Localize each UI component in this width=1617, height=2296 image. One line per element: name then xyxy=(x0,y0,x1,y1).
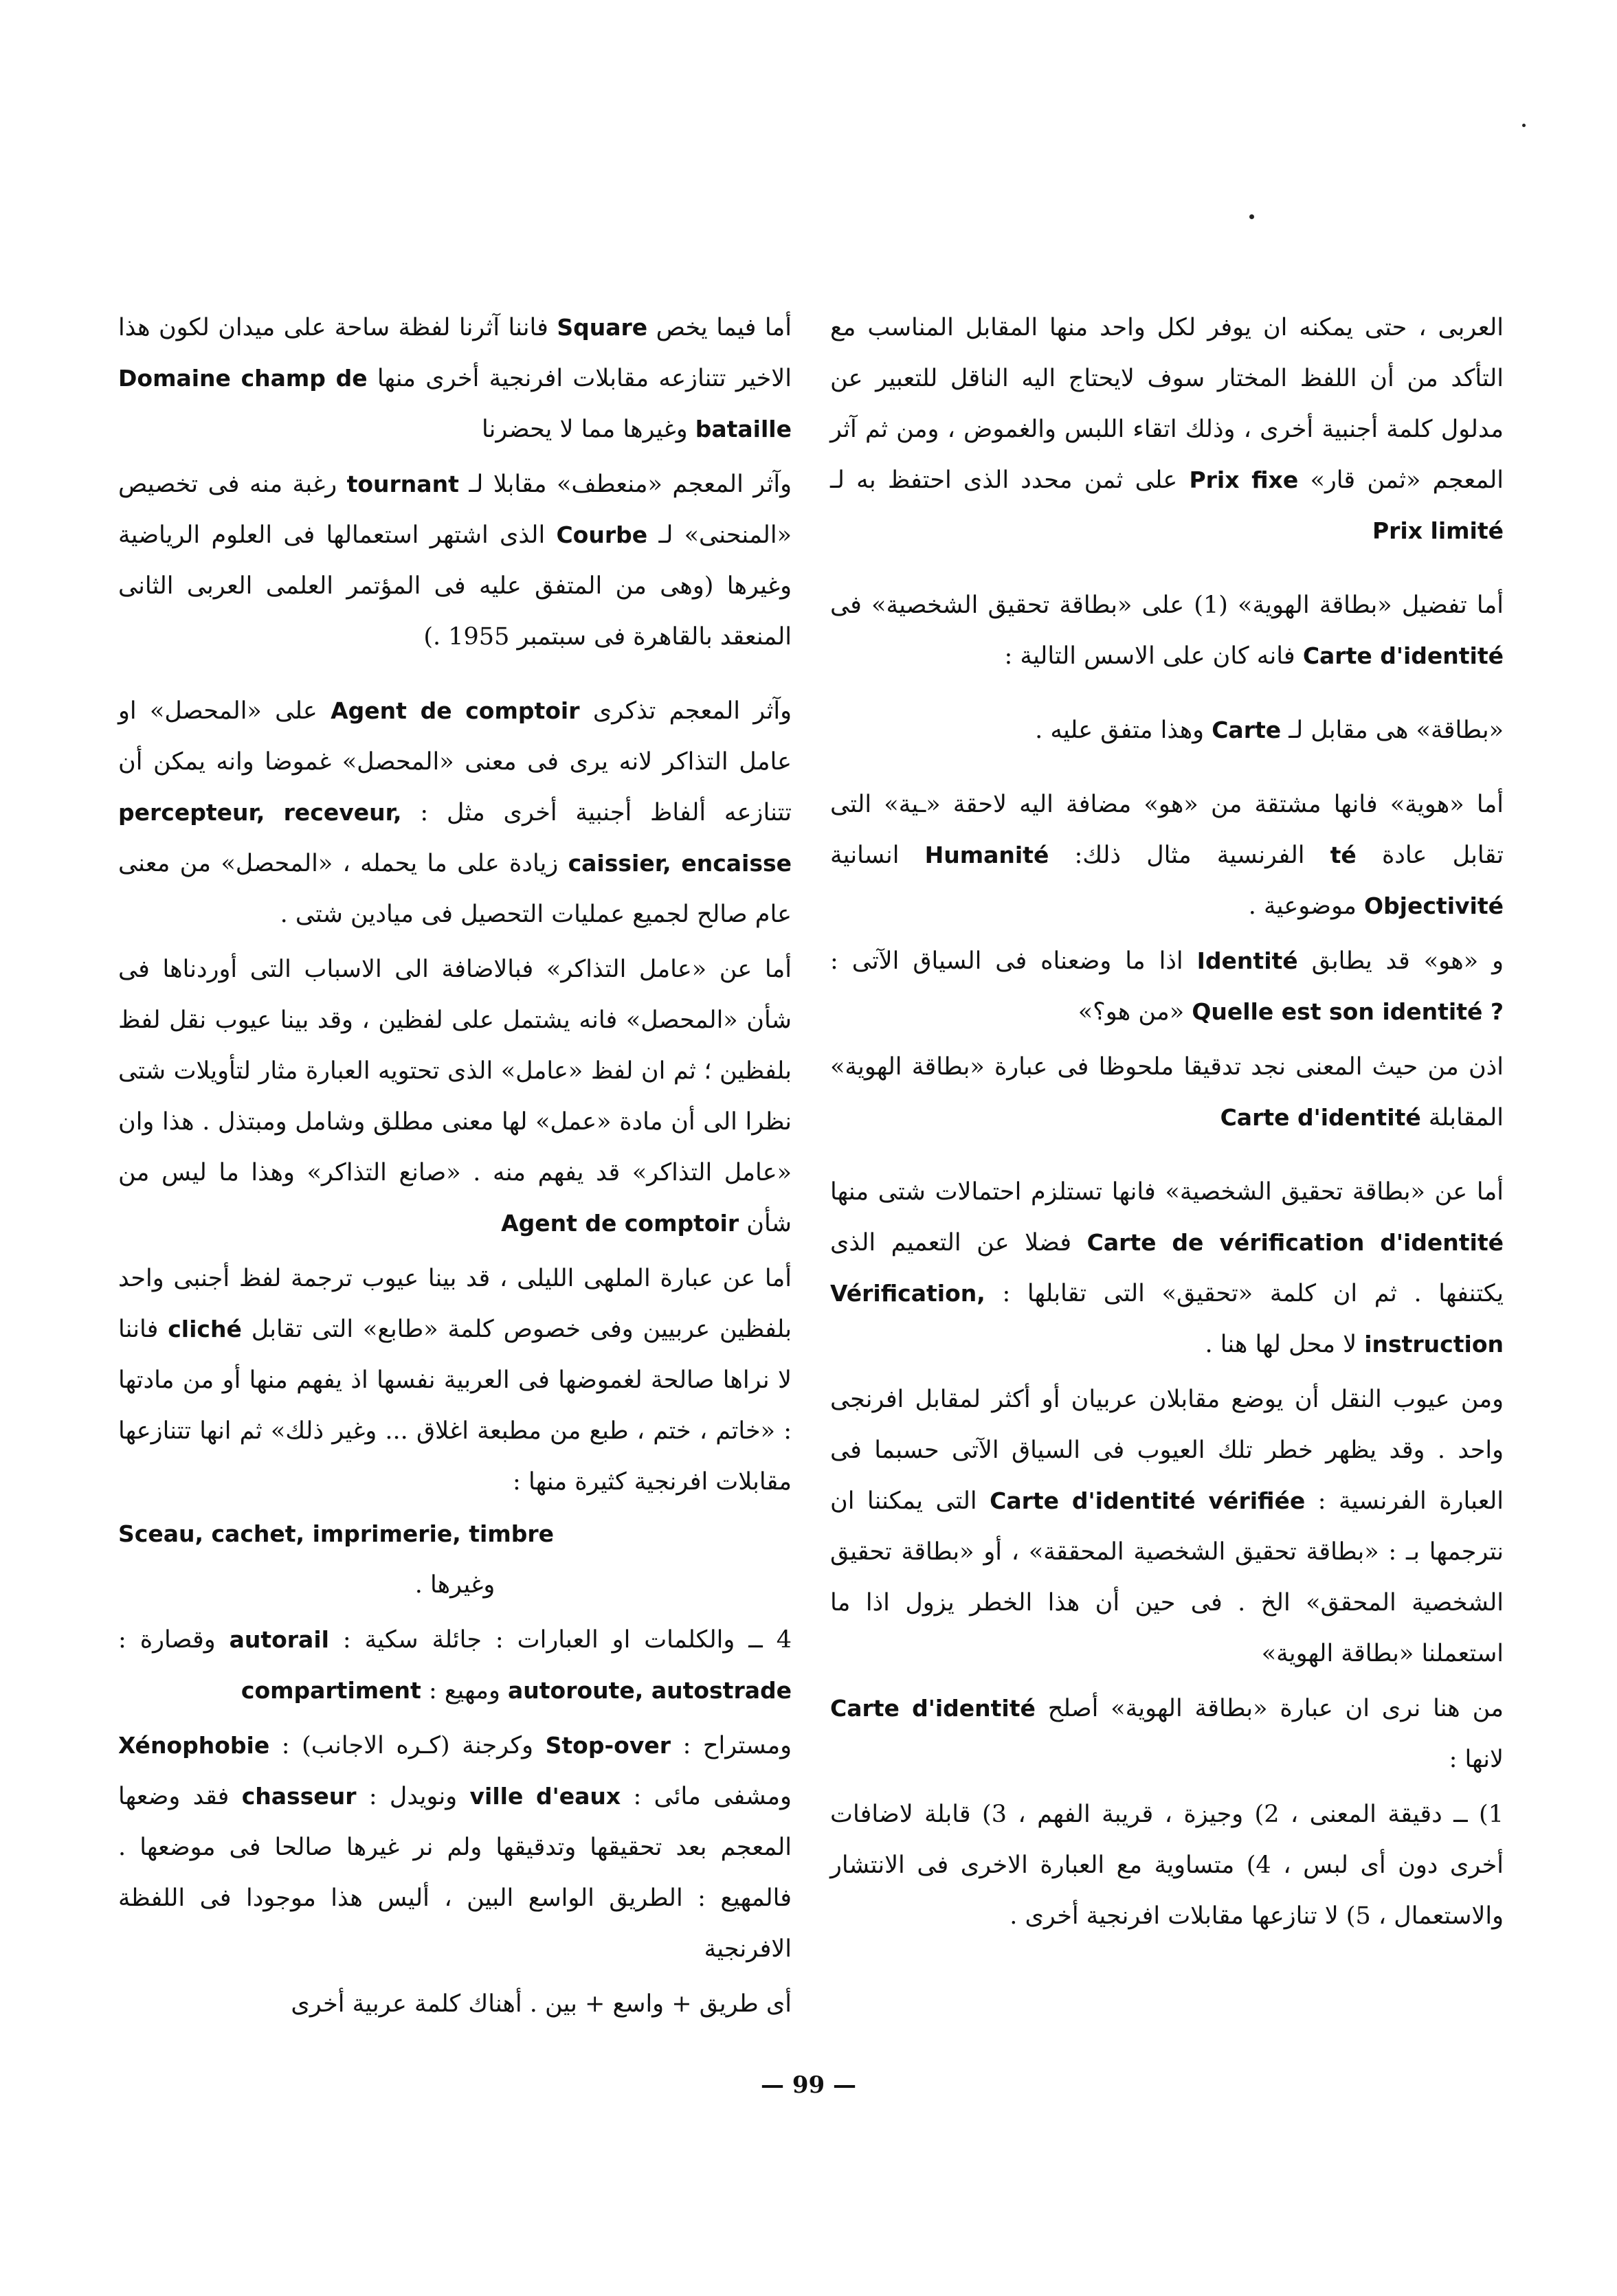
paragraph: اذن من حيث المعنى نجد تدقيقا ملحوظا فى عبارة «بطاقة الهوية» المقابلة Carte d'identité xyxy=(830,1053,1504,1132)
french-term: autorail xyxy=(229,1626,329,1653)
paragraph: أما عن عبارة الملهى الليلى ، قد بينا عيوب ترجمة لفظ أجنبى واحد بلفظين عربيين وفى خصوص كلمة «طابع» التى تقابل cliché فاننا لا نراها صالحة لغموضها فى العربية نفسها اذ يفهم منها أو من مادتها : «خاتم ، ختم ، طبع من مطبعة اغلاق ... وغير ذلك» ثم انها تتنازعها مقابلات افرنجية كثيرة منها : xyxy=(118,1265,792,1496)
french-term-list: Sceau, cachet, imprimerie, timbre xyxy=(118,1520,554,1547)
paragraph: ومستراح : Stop-over وكرجنة (كـره الاجانب) : Xénophobie ومشفى مائى : ville d'eaux ونويدل : chasseur فقد وضعها المعجم بعد تحقيقها وتدقيقها ولم نر غيرها صالحا فى موضعها . فالمهيع : الطريق الواسع البين ، أليس هذا موجودا فى اللفظة الافرنجية xyxy=(118,1732,792,1963)
paragraph: أما «هوية» فانها مشتقة من «هو» مضافة اليه لاحقة «ـية» التى تقابل عادة té الفرنسية مثال ذلك: Humanité انسانية Objectivité موضوعية . xyxy=(830,791,1504,920)
paragraph: «بطاقة» هى مقابل لـ Carte وهذا متفق عليه . xyxy=(1035,717,1504,744)
french-term: tournant xyxy=(346,471,459,497)
paragraph: من هنا نرى ان عبارة «بطاقة الهوية» أصلح Carte d'identité لانها : xyxy=(830,1695,1504,1773)
paragraph: وغيرها . xyxy=(414,1571,495,1599)
french-term: Xénophobie xyxy=(118,1732,270,1759)
french-term: Quelle est son identité ? xyxy=(1192,998,1504,1025)
french-term: Carte d'identité xyxy=(1220,1104,1421,1131)
french-term: autoroute, autostrade xyxy=(508,1677,792,1704)
page-number: — 99 — xyxy=(761,2071,856,2099)
paragraph: أما عن «بطاقة تحقيق الشخصية» فانها تستلزم احتمالات شتى منها Carte de vérification d'identité فضلا عن التعميم الذى يكتنفها . ثم ان كلمة «تحقيق» التى تقابلها : Vérification, instruction لا محل لها هنا . xyxy=(830,1178,1504,1358)
french-term: Carte de vérification d'identité xyxy=(1086,1229,1504,1256)
french-term: Humanité xyxy=(924,842,1049,868)
french-term: Carte d'identité xyxy=(830,1695,1036,1722)
paragraph: وآثر المعجم تذكرى Agent de comptoir على «المحصل» او عامل التذاكر لانه يرى فى معنى «المحصل» غموضا وانه يمكن أن تتنازعه ألفاظ أجنبية أخرى مثل : percepteur, receveur, caissier, encaisse زيادة على ما يحمله ، «المحصل» من معنى عام صالح لجميع عمليات التحصيل فى ميادين شتى . xyxy=(118,697,792,928)
paragraph: 1) ــ دقيقة المعنى ، 2) وجيزة ، قريبة الفهم ، 3) قابلة لاضافات أخرى دون أى لبس ، 4) متساوية مع العبارة الاخرى فى الانتشار والاستعمال ، 5) لا تنازعها مقابلات افرنجية أخرى . xyxy=(830,1801,1504,1930)
french-term: Prix fixe xyxy=(1189,466,1299,493)
paragraph: أما فيما يخص Square فاننا آثرنا لفظة ساحة على ميدان لكون هذا الاخير تتنازعه مقابلات افرنجية أخرى منها Domaine champ de bataille وغيرها مما لا يحضرنا xyxy=(118,314,792,443)
french-term: chasseur xyxy=(241,1783,357,1810)
french-term: Agent de comptoir xyxy=(331,697,580,724)
paragraph: العربى ، حتى يمكنه ان يوفر لكل واحد منها المقابل المناسب مع التأكد من أن اللفظ المختار سوف لايحتاج اليه الناقل للتعبير عن مدلول كلمة أجنبية أخرى ، وذلك اتقاء اللبس والغموض ، ومن ثم آثر المعجم «ثمن قار» Prix fixe على ثمن محدد الذى احتفظ به لـ Prix limité xyxy=(830,314,1504,544)
french-term: compartiment xyxy=(241,1677,421,1704)
paragraph: أى طريق + واسع + بين . أهناك كلمة عربية أخرى xyxy=(291,1990,792,2018)
scan-speck xyxy=(1249,214,1254,219)
paragraph: أما عن «عامل التذاكر» فبالاضافة الى الاسباب التى أوردناها فى شأن «المحصل» فانه يشتمل على لفظين ، وقد بينا عيوب نقل لفظ بلفظين ؛ ثم ان لفظ «عامل» الذى تحتويه العبارة مثار لتأويلات شتى نظرا الى أن مادة «عمل» لها معنى مطلق وشامل ومبتذل . هذا وان «عامل التذاكر» قد يفهم منه . «صانع التذاكر» وهذا ما ليس من شأن Agent de comptoir xyxy=(118,956,792,1237)
french-term: Square xyxy=(557,314,648,341)
french-term: Agent de comptoir xyxy=(501,1210,739,1237)
french-term: Stop-over xyxy=(545,1732,671,1759)
french-term: Carte d'identité xyxy=(1302,642,1504,669)
left-column xyxy=(118,302,792,2053)
french-term: ville d'eaux xyxy=(469,1783,621,1810)
french-term: Prix limité xyxy=(1372,517,1504,544)
french-term: Courbe xyxy=(556,521,648,548)
french-term: Carte xyxy=(1212,717,1282,743)
paragraph: أما تفضيل «بطاقة الهوية» (1) على «بطاقة تحقيق الشخصية» فى Carte d'identité فانه كان على الاسس التالية : xyxy=(830,592,1504,670)
right-column xyxy=(830,302,1504,1965)
paragraph: و «هو» قد يطابق Identité اذا ما وضعناه فى السياق الآتى : Quelle est son identité ? «من هو؟» xyxy=(830,947,1504,1026)
french-term: Carte d'identité vérifiée xyxy=(990,1487,1306,1514)
scan-speck xyxy=(1522,124,1526,127)
french-term: té xyxy=(1330,842,1357,868)
french-term: cliché xyxy=(168,1316,242,1342)
french-term: Domaine champ de bataille xyxy=(118,365,792,442)
paragraph: وآثر المعجم «منعطف» مقابلا لـ tournant رغبة منه فى تخصيص «المنحنى» لـ Courbe الذى اشتهر استعمالها فى العلوم الرياضية وغيرها (وهى من المتفق عليه فى المؤتمر العلمى العربى الثانى المنعقد بالقاهرة فى سبتمبر 1955 .) xyxy=(118,471,792,651)
french-term: Objectivité xyxy=(1364,892,1504,919)
french-term: percepteur, receveur, caissier, encaisse xyxy=(118,799,792,877)
french-term: Vérification, instruction xyxy=(830,1280,1504,1358)
paragraph: 4 ــ والكلمات او العبارات : جائلة سكية : autorail وقصارة : autoroute, autostrade ومهيع : compartiment xyxy=(118,1626,792,1704)
paragraph: ومن عيوب النقل أن يوضع مقابلان عربيان أو أكثر لمقابل افرنجى واحد . وقد يظهر خطر تلك العيوب فى السياق الآتى حسبما فى العبارة الفرنسية : Carte d'identité vérifiée التى يمكننا ان نترجمها بـ : «بطاقة تحقيق الشخصية المحققة» ، أو «بطاقة تحقيق الشخصية المحقق» الخ . فى حين أن هذا الخطر يزول اذا ما استعملنا «بطاقة الهوية» xyxy=(830,1386,1504,1667)
french-term: Identité xyxy=(1196,947,1298,974)
